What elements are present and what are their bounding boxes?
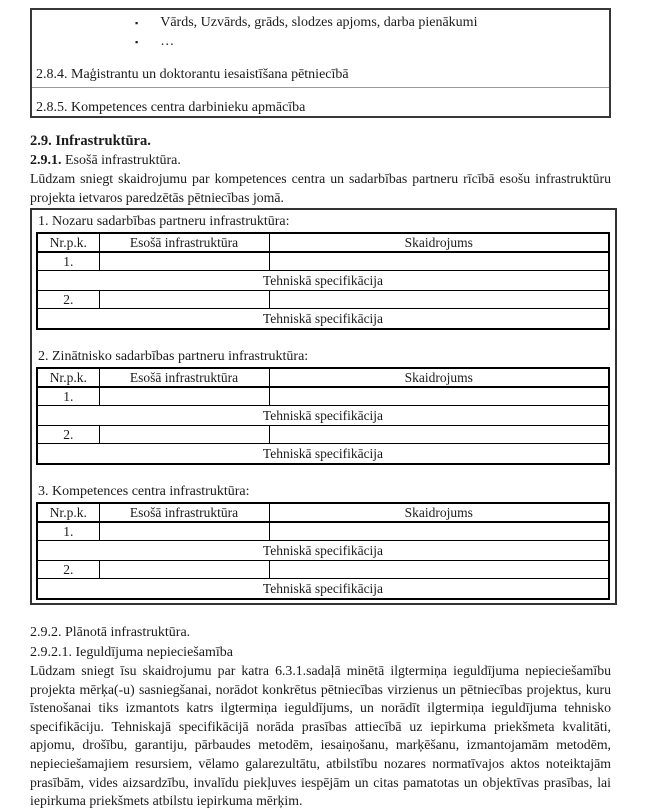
spec-row-label: Tehniskā specifikācija — [37, 271, 609, 291]
section-2-9-2 — [30, 623, 611, 809]
infra-table-3 — [36, 502, 610, 600]
previous-section-box — [30, 8, 611, 118]
bullet-text: … — [160, 34, 175, 49]
table-row — [37, 387, 609, 406]
col-header-infrastructure: Esošā infrastruktūra — [99, 368, 269, 387]
table-row — [37, 561, 609, 579]
spec-row-label: Tehniskā specifikācija — [37, 579, 609, 600]
section-row-284: 2.8.4. Maģistrantu un doktorantu iesaistīšana pētniecībā — [32, 64, 609, 88]
table-row — [37, 291, 609, 309]
spec-row — [37, 541, 609, 561]
spec-row-label: Tehniskā specifikācija — [37, 309, 609, 330]
section-title: Esošā infrastruktūra. — [61, 153, 181, 168]
square-bullet-icon: ▪ — [135, 37, 139, 47]
table-header-row — [37, 233, 609, 252]
col-header-explanation: Skaidrojums — [269, 503, 609, 522]
infrastructure-tables-box — [30, 208, 617, 605]
infra-section-label: 1. Nozaru sadarbības partneru infrastruktūra: — [38, 214, 290, 229]
infra-section-1 — [36, 212, 610, 330]
section-number: 2.9.1. — [30, 153, 62, 168]
section-2-9 — [30, 132, 611, 207]
spec-row — [37, 271, 609, 291]
table-header-row — [37, 368, 609, 387]
input-cell-explanation[interactable] — [269, 522, 609, 541]
col-header-nr: Nr.p.k. — [37, 503, 99, 522]
spec-row — [37, 309, 609, 330]
table-row — [37, 426, 609, 444]
spec-row-label: Tehniskā specifikācija — [37, 406, 609, 426]
spec-row — [37, 579, 609, 600]
spec-row — [37, 444, 609, 465]
col-header-infrastructure: Esošā infrastruktūra — [99, 233, 269, 252]
row-number-cell: 1. — [37, 252, 99, 271]
row-number-cell: 1. — [37, 387, 99, 406]
input-cell-infrastructure[interactable] — [99, 387, 269, 406]
infra-section-label: 2. Zinātnisko sadarbības partneru infrastruktūra: — [38, 349, 309, 364]
section-heading-2-9: 2.9. Infrastruktūra. — [30, 133, 151, 149]
row-number-cell: 2. — [37, 561, 99, 579]
list-item — [135, 32, 609, 51]
body-paragraph: Lūdzam sniegt īsu skaidrojumu par katra 6.3.1.sadaļā minētā ilgtermiņa ieguldījuma nepieciešamību projekta mērķa(-u) sasniegšanai, norādot konkrētus pētniecības virzienus un pētniecības projektus, kuru īstenošanai tiks izmantots katrs ilgtermiņa ieguldījums, un norādīt ilgtermiņa ieguldījuma tehnisko specifikāciju. Tehniskajā specifikācijā norāda prasības attiecībā uz iepirkuma priekšmeta kvalitāti, apjomu, drošību, garantiju, pārbaudes metodēm, iesaiņošanu, marķēšanu, izmantojamām metodēm, nepieciešamajiem resursiem, vēlamo galarezultātu, atbilstību nozares normatīvajos aktos noteiktajām prasībām, vides aizsardzību, invalīdu piekļuves iespējām un citas pamatotas un objektīvas prasības, lai iepirkuma priekšmets atbilstu iepirkuma mērķim. — [30, 663, 611, 809]
spec-row — [37, 406, 609, 426]
spec-row-label: Tehniskā specifikācija — [37, 541, 609, 561]
input-cell-explanation[interactable] — [269, 291, 609, 309]
row-number-cell: 2. — [37, 291, 99, 309]
infra-section-2 — [36, 347, 610, 465]
input-cell-infrastructure[interactable] — [99, 522, 269, 541]
input-cell-explanation[interactable] — [269, 387, 609, 406]
input-cell-infrastructure[interactable] — [99, 561, 269, 579]
infra-table-1 — [36, 232, 610, 330]
input-cell-infrastructure[interactable] — [99, 291, 269, 309]
input-cell-infrastructure[interactable] — [99, 426, 269, 444]
input-cell-explanation[interactable] — [269, 252, 609, 271]
bullet-text: Vārds, Uzvārds, grāds, slodzes apjoms, darba pienākumi — [160, 15, 478, 30]
table-row — [37, 252, 609, 271]
section-row-285: 2.8.5. Kompetences centra darbinieku apmācība — [36, 100, 306, 115]
section-heading-2-9-1 — [30, 151, 611, 170]
row-number-cell: 2. — [37, 426, 99, 444]
col-header-explanation: Skaidrojums — [269, 233, 609, 252]
row-number-cell: 1. — [37, 522, 99, 541]
col-header-explanation: Skaidrojums — [269, 368, 609, 387]
infra-section-3 — [36, 482, 610, 600]
input-cell-explanation[interactable] — [269, 561, 609, 579]
table-header-row — [37, 503, 609, 522]
infra-section-label: 3. Kompetences centra infrastruktūra: — [38, 484, 250, 499]
col-header-nr: Nr.p.k. — [37, 233, 99, 252]
input-cell-explanation[interactable] — [269, 426, 609, 444]
intro-paragraph: Lūdzam sniegt skaidrojumu par kompetences centra un sadarbības partneru rīcībā esošu infrastruktūru projekta ietvaros paredzētās pētniecības jomā. — [30, 171, 611, 205]
section-heading-2-9-2: 2.9.2. Plānotā infrastruktūra. — [30, 625, 191, 640]
table-row — [37, 522, 609, 541]
spec-row-label: Tehniskā specifikācija — [37, 444, 609, 465]
square-bullet-icon: ▪ — [135, 18, 139, 28]
input-cell-infrastructure[interactable] — [99, 252, 269, 271]
col-header-infrastructure: Esošā infrastruktūra — [99, 503, 269, 522]
col-header-nr: Nr.p.k. — [37, 368, 99, 387]
list-item — [135, 13, 609, 32]
section-heading-2-9-2-1: 2.9.2.1. Ieguldījuma nepieciešamība — [30, 644, 233, 660]
bullet-list — [32, 10, 609, 51]
infra-table-2 — [36, 367, 610, 465]
